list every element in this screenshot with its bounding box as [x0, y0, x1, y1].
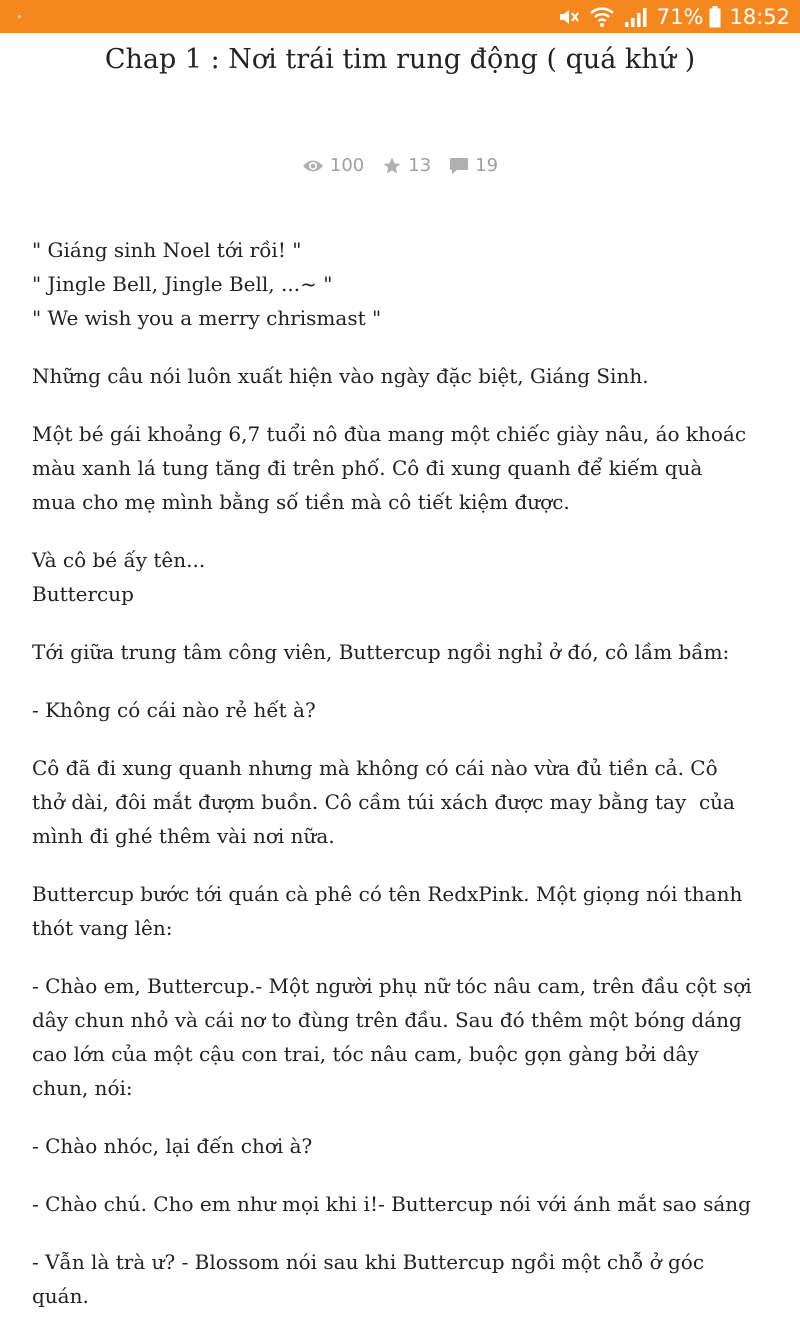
battery-percent: 71%: [656, 4, 704, 29]
story-paragraph: Buttercup bước tới quán cà phê có tên RedxPink. Một giọng nói thanh thót vang lên:: [32, 882, 749, 940]
story-stats: [0, 155, 800, 176]
notification-dot: [18, 15, 21, 18]
story-content: [32, 233, 759, 1337]
story-paragraph: - Vẫn là trà ư? - Blossom nói sau khi Buttercup ngồi một chỗ ở góc quán.: [32, 1250, 711, 1308]
story-paragraph: - Chào nhóc, lại đến chơi à?: [32, 1134, 313, 1158]
signal-icon: [623, 5, 649, 29]
votes-stat: [382, 155, 431, 176]
story-paragraph: Và cô bé ấy tên... Buttercup: [32, 548, 206, 606]
status-bar: [0, 0, 800, 33]
comments-count: 19: [475, 155, 499, 176]
comment-icon: [449, 157, 469, 175]
story-paragraph: " Giáng sinh Noel tới rồi! " " Jingle Bell, Jingle Bell, ...~ " " We wish you a merry chrismast ": [32, 238, 382, 330]
story-paragraph: Một bé gái khoảng 6,7 tuổi nô đùa mang một chiếc giày nâu, áo khoác màu xanh lá tung tăng đi trên phố. Cô đi xung quanh để kiếm quà mua cho mẹ mình bằng số tiền mà cô tiết kiệm được.: [32, 422, 753, 514]
story-paragraph: - Chào chú. Cho em như mọi khi i!- Buttercup nói với ánh mắt sao sáng: [32, 1192, 751, 1216]
mute-icon: [557, 5, 581, 29]
eye-icon: [302, 158, 324, 174]
battery-icon: [709, 6, 721, 28]
comments-stat: [449, 155, 498, 176]
story-paragraph: - Chào em, Buttercup.- Một người phụ nữ tóc nâu cam, trên đầu cột sợi dây chun nhỏ và cái nơ to đùng trên đầu. Sau đó thêm một bóng dáng cao lớn của một cậu con trai, tóc nâu cam, buộc gọn gàng bởi dây chun, nói:: [32, 974, 759, 1100]
views-count: 100: [329, 155, 365, 176]
story-paragraph: Cô đã đi xung quanh nhưng mà không có cái nào vừa đủ tiền cả. Cô thở dài, đôi mắt đượm buồn. Cô cầm túi xách được may bằng tay của mình đi ghé thêm vài nơi nữa.: [32, 756, 742, 848]
status-icons: [557, 0, 790, 33]
story-paragraph: Tới giữa trung tâm công viên, Buttercup ngồi nghỉ ở đó, cô lầm bầm:: [32, 640, 730, 664]
votes-count: 13: [408, 155, 432, 176]
star-icon: [382, 156, 402, 176]
chapter-title: Chap 1 : Nơi trái tim rung động ( quá khứ ): [104, 44, 696, 75]
story-paragraph: - Không có cái nào rẻ hết à?: [32, 698, 316, 722]
story-paragraph: Những câu nói luôn xuất hiện vào ngày đặc biệt, Giáng Sinh.: [32, 364, 649, 388]
wifi-icon: [589, 5, 615, 29]
clock: 18:52: [729, 4, 790, 29]
views-stat: [302, 155, 364, 176]
